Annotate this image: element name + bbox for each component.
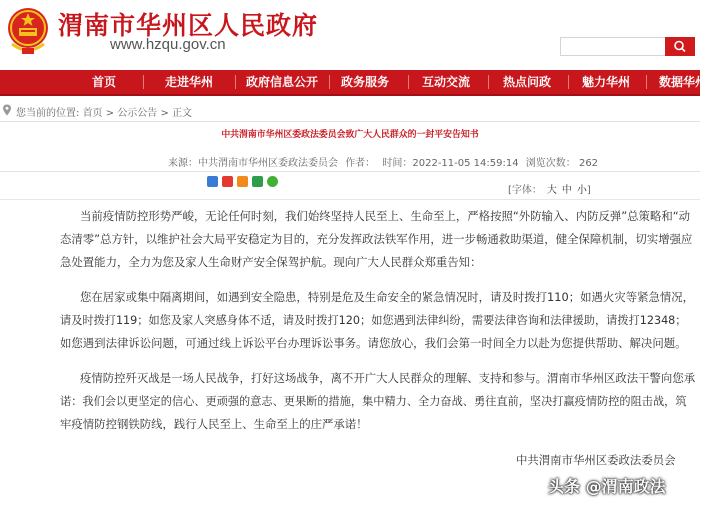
breadcrumb-current: 正文 <box>172 108 193 119</box>
search-input[interactable] <box>560 37 666 56</box>
article-signature: 中共渭南市华州区委政法委员会 <box>516 453 676 467</box>
nav-divider <box>646 75 647 89</box>
nav-charm-huazhou[interactable]: 魅力华州 <box>581 75 630 89</box>
nav-divider <box>235 75 236 89</box>
nav-hot-topics[interactable]: 热点问政 <box>502 75 551 89</box>
nav-divider <box>329 75 330 89</box>
body-line: 态清零”总方针，以维护社会大局平安稳定为目的，充分发挥政法铁军作用，进一步畅通救助渠道，健全保障机制，切实增强应 <box>60 232 693 246</box>
nav-divider <box>488 75 489 89</box>
article-title: 中共渭南市华州区委政法委员会致广大人民群众的一封平安告知书 <box>221 130 479 140</box>
share-tencent-icon[interactable] <box>237 176 248 187</box>
nav-about-huazhou[interactable]: 走进华州 <box>164 75 213 89</box>
share-qzone-icon[interactable] <box>207 176 218 187</box>
divider <box>0 171 700 172</box>
article-meta <box>168 154 602 169</box>
font-medium-button[interactable]: 中 <box>561 185 572 196</box>
article-source: 来源：中共渭南市华州区委政法委员会 <box>168 158 338 169</box>
article-views: 浏览次数： 262 <box>525 158 599 169</box>
search-icon <box>665 37 695 56</box>
body-line: 牢疫情防控钢铁防线，践行人民至上、生命至上的庄严承诺！ <box>60 417 368 431</box>
search-button[interactable] <box>665 37 695 56</box>
body-line: 当前疫情防控形势严峻，无论任何时刻，我们始终坚持人民至上、生命至上，严格按照“外防输入、内防反弹”总策略和“动 <box>80 209 691 223</box>
divider <box>0 121 700 122</box>
font-small-button[interactable]: 小 <box>576 185 587 196</box>
location-pin-icon <box>2 104 12 116</box>
body-line: 急处置能力，全力为您及家人生命财产安全保驾护航。现向广大人民群众郑重告知： <box>60 255 482 269</box>
site-title: 渭南市华州区人民政府 <box>58 11 319 40</box>
nav-divider <box>568 75 569 89</box>
body-line: 您在居家或集中隔离期间，如遇到安全隐患，特别是危及生命安全的紧急情况时，请及时拨打110；如遇火灾等紧急情况， <box>80 290 695 304</box>
watermark: 头条 @渭南政法 <box>548 477 666 496</box>
nav-gov-info[interactable]: 政府信息公开 <box>245 75 318 89</box>
nav-home[interactable]: 首页 <box>91 75 116 89</box>
breadcrumb-home[interactable]: 首页 <box>82 108 103 119</box>
share-weibo-icon[interactable] <box>222 176 233 187</box>
nav-gov-services[interactable]: 政务服务 <box>340 75 389 89</box>
breadcrumb-separator: > <box>157 108 173 119</box>
breadcrumb-section[interactable]: 公示公告 <box>117 108 158 119</box>
breadcrumb-prefix: 您当前的位置: <box>16 108 83 119</box>
font-size-end: ] <box>586 185 591 196</box>
article-author: 作者： <box>345 158 376 169</box>
font-size-label: [字体： <box>508 185 542 196</box>
share-renren-icon[interactable] <box>252 176 263 187</box>
body-line: 请及时拨打119；如您及家人突感身体不适，请及时拨打120；如您遇到法律纠纷，需要法律咨询和法律援助，请拨打12348； <box>60 314 687 327</box>
font-large-button[interactable]: 大 <box>546 185 557 196</box>
nav-interaction[interactable]: 互动交流 <box>421 75 470 89</box>
nav-data-huazhou[interactable]: 数据华州 <box>658 75 707 89</box>
nav-divider <box>408 75 409 89</box>
article-time: 时间：2022-11-05 14:59:14 <box>382 158 519 169</box>
main-nav <box>0 70 707 96</box>
site-header <box>0 0 700 70</box>
national-emblem-icon <box>6 4 50 58</box>
body-line: 疫情防控歼灭战是一场人民战争，打好这场战争，离不开广大人民群众的理解、支持和参与。渭南市华州区政法干警向您承 <box>80 371 696 385</box>
share-wechat-icon[interactable] <box>267 176 278 187</box>
body-line: 如您遇到法律诉讼问题，可通过线上诉讼平台办理诉讼事务。请您放心，我们会第一时间全力以赴为您提供帮助、解决问题。 <box>60 336 687 350</box>
nav-divider <box>143 75 144 89</box>
body-line: 诺：我们会以更坚定的信心、更顽强的意志、更果断的措施，集中精力、全力奋战、勇往直前，坚决打赢疫情防控的阻击战，筑 <box>60 395 687 408</box>
divider <box>0 199 700 200</box>
font-size-switcher <box>508 181 591 196</box>
site-url[interactable]: www.hzqu.gov.cn <box>110 36 226 53</box>
breadcrumb-separator: > <box>102 108 118 119</box>
